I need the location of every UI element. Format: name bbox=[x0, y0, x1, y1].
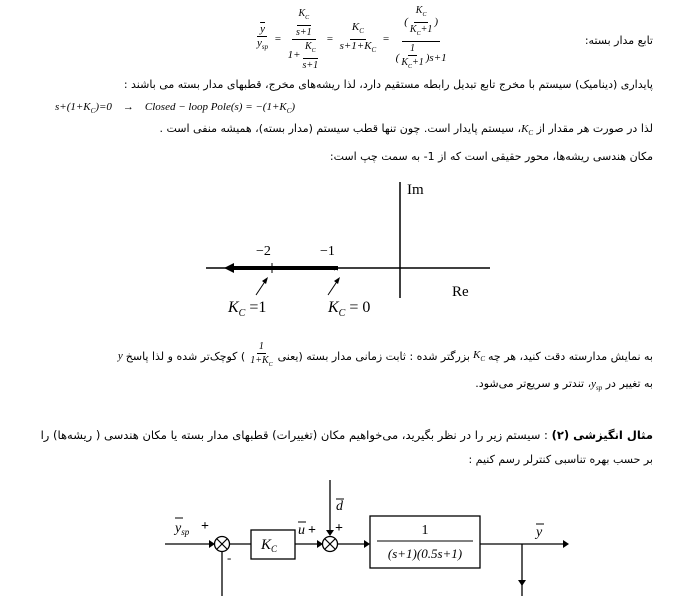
kc0-pointer-head bbox=[334, 277, 340, 284]
explanation-line-2: به تغییر در $y_{sp}،$ تندتر و سریع‌تر می‌شود. bbox=[475, 377, 653, 393]
locus-arrow-head bbox=[224, 263, 234, 273]
sum1-plus: + bbox=[201, 519, 209, 534]
stability-line-2: لذا در صورت هر مقدار از $K_C،$ سیستم پایدار است. چون تنها قطب سیستم (مدار بسته)، همیشه منفی است . bbox=[159, 122, 653, 138]
characteristic-equation: $s+(1+K_C)=0$ → Closed − loop Pole(s) = $-(1+K_C)$ bbox=[55, 101, 296, 116]
input-label: $y_{sp}$ bbox=[175, 521, 190, 537]
output-label: y bbox=[536, 525, 543, 540]
fraction-1: $\frac{K_C}{s+1}$ 1+ $\frac{K_C}{s+1}$ bbox=[287, 7, 319, 71]
label-kc0: $K_C = 0$ bbox=[328, 299, 371, 319]
u-label: u bbox=[298, 523, 305, 538]
example-line-2: بر حسب بهره تناسبی کنترلر رسم کنیم : bbox=[468, 453, 653, 466]
closed-loop-tf-label: تابع مدار بسته: bbox=[584, 34, 653, 47]
fraction-2: $\frac{K_C}{s+1+K_C}$ bbox=[339, 21, 377, 54]
tick-minus1: −1 bbox=[320, 244, 335, 259]
plant-numerator: 1 bbox=[421, 523, 429, 538]
explanation-line-1: به نمایش مدارسته دقت کنید، هر چه $K_C$ بزرگتر شده : ثابت زمانی مدار بسته (یعنی $\frac{1}{1+K_C}$ ) کوچک‌تر شده و لذا پاسخ y bbox=[118, 340, 653, 372]
root-locus-plot bbox=[200, 180, 500, 320]
plant-denominator: (s+1)(0.5s+1) bbox=[387, 546, 463, 561]
sum1-minus: - bbox=[227, 550, 232, 565]
disturbance-arrow bbox=[326, 530, 334, 536]
fraction-3: ( $\frac{K_C}{K_C+1}$ ) ( $\frac{1}{K_C+1}$ )s+1 bbox=[395, 5, 447, 70]
kc1-pointer-head bbox=[262, 277, 268, 284]
sum2-plus-left: + bbox=[308, 523, 316, 538]
pole-marker-x: × bbox=[333, 264, 339, 275]
axis-label-re: Re bbox=[452, 284, 469, 300]
closed-loop-tf-equation: $\frac{\overline{y}}{\overline{y}_{sp}}$ = $\frac{K_C}{s+1}$ 1+ $\frac{K_C}{s+1}$ = $\frac{K_C}{s+1+K_C}$ = ( $\frac{K_C}{K_C+1}$ ) ( $\frac{1}{K_C+1}$ )s+1 bbox=[255, 4, 449, 74]
label-kc1: $K_C =1$ bbox=[228, 299, 267, 319]
stability-line-3: مکان هندسی ریشه‌ها، محور حقیقی است که از 1- به سمت چپ است: bbox=[329, 150, 653, 163]
lhs-fraction: $\frac{\overline{y}}{\overline{y}_{sp}}$ bbox=[257, 23, 269, 52]
example-title: مثال انگیزشی (۲) bbox=[551, 428, 653, 442]
time-constant-fraction: $\frac{1}{1+K_C}$ bbox=[250, 341, 273, 368]
controller-label: $K_C$ bbox=[261, 537, 278, 554]
tick-minus2: −2 bbox=[256, 244, 271, 259]
disturbance-label: d bbox=[336, 499, 343, 514]
plant-input-arrow bbox=[364, 540, 370, 548]
output-arrow bbox=[563, 540, 569, 548]
example-line-1: مثال انگیزشی (۲) : سیستم زیر را در نظر بگیرید، می‌خواهیم مکان (تغییرات) قطبهای مدار بسته یا مکان هندسی ( ریشه‌ها) را bbox=[40, 428, 653, 442]
axis-label-im: Im bbox=[407, 182, 424, 198]
stability-line-1: پایداری (دینامیک) سیستم با مخرج تابع تبدیل رابطه مستقیم دارد، لذا ریشه‌های مخرج، قطبهای مدار بسته می باشند : bbox=[123, 78, 653, 91]
sum2-plus-top: + bbox=[335, 521, 343, 536]
output-feedback-arrow bbox=[518, 580, 526, 586]
block-diagram bbox=[165, 478, 575, 596]
